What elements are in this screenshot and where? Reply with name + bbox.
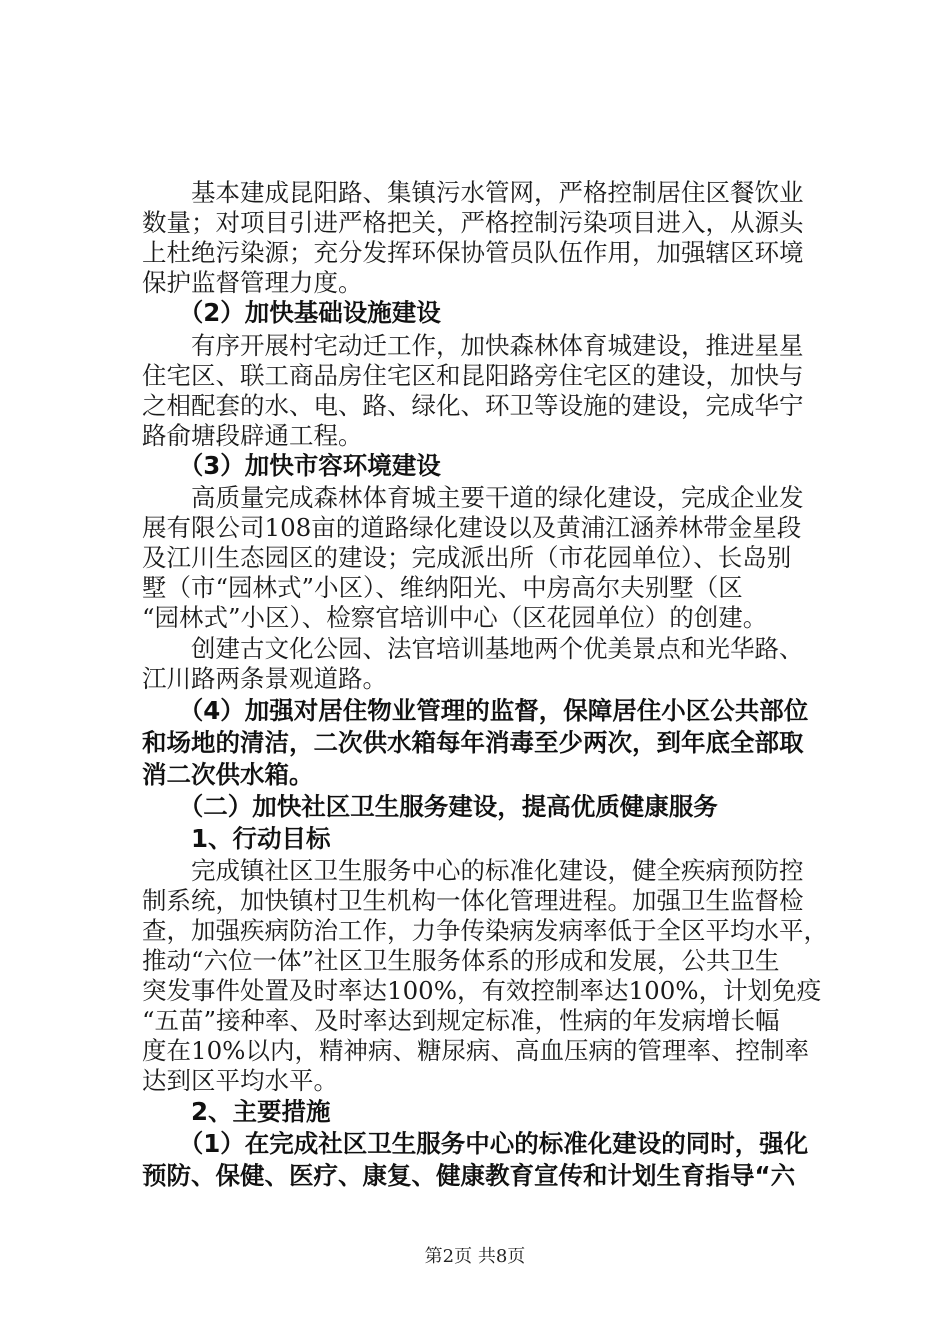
text-line: 创建古文化公园、法官培训基地两个优美景点和光华路、: [142, 634, 804, 663]
text-line: “园林式”小区）、检察官培训中心（区花园单位）的创建。: [142, 603, 768, 632]
section-heading: （二）加快社区卫生服务建设，提高优质健康服务: [142, 792, 718, 821]
page-footer: 第2页 共8页: [424, 1246, 526, 1267]
text-line: 突发事件处置及时率达100%，有效控制率达100%，计划免疫: [142, 976, 822, 1005]
text-line: 住宅区、联工商品房住宅区和昆阳路旁住宅区的建设，加快与: [142, 361, 804, 390]
text-line: 及江川生态园区的建设；完成派出所（市花园单位）、长岛别: [142, 543, 792, 572]
section-heading: （3）加快市容环境建设: [142, 451, 441, 480]
text-line: 有序开展村宅动迁工作，加快森林体育城建设，推进星星: [142, 331, 804, 360]
text-line: 上杜绝污染源；充分发挥环保协管员队伍作用，加强辖区环境: [142, 238, 804, 267]
text-line: 查，加强疾病防治工作，力争传染病发病率低于全区平均水平，: [142, 916, 828, 945]
text-line: 达到区平均水平。: [142, 1066, 338, 1095]
section-heading: （2）加快基础设施建设: [142, 298, 441, 327]
bold-paragraph-line: （4）加强对居住物业管理的监督，保障居住小区公共部位: [142, 696, 809, 725]
bold-paragraph-line: 预防、保健、医疗、康复、健康教育宣传和计划生育指导“六: [142, 1161, 796, 1190]
text-line: 保护监督管理力度。: [142, 268, 363, 297]
text-line: 展有限公司108亩的道路绿化建设以及黄浦江涵养林带金星段: [142, 513, 802, 542]
subsection-heading: 2、主要措施: [142, 1097, 331, 1126]
text-line: 路俞塘段辟通工程。: [142, 421, 363, 450]
text-line: 墅（市“园林式”小区）、维纳阳光、中房高尔夫别墅（区: [142, 573, 743, 602]
subsection-heading: 1、行动目标: [142, 824, 331, 853]
text-line: 数量；对项目引进严格把关，严格控制污染项目进入，从源头: [142, 208, 804, 237]
bold-paragraph-line: （1）在完成社区卫生服务中心的标准化建设的同时，强化: [142, 1129, 809, 1158]
text-line: 度在10%以内，精神病、糖尿病、高血压病的管理率、控制率: [142, 1036, 809, 1065]
bold-paragraph-line: 和场地的清洁，二次供水箱每年消毒至少两次，到年底全部取: [142, 728, 804, 757]
text-line: “五苗”接种率、及时率达到规定标准，性病的年发病增长幅: [142, 1006, 780, 1035]
text-line: 高质量完成森林体育城主要干道的绿化建设，完成企业发: [142, 483, 804, 512]
text-line: 推动“六位一体”社区卫生服务体系的形成和发展，公共卫生: [142, 946, 780, 975]
text-line: 基本建成昆阳路、集镇污水管网，严格控制居住区餐饮业: [142, 178, 804, 207]
text-line: 之相配套的水、电、路、绿化、环卫等设施的建设，完成华宁: [142, 391, 804, 420]
bold-paragraph-line: 消二次供水箱。: [142, 760, 314, 789]
text-line: 江川路两条景观道路。: [142, 664, 387, 693]
text-line: 完成镇社区卫生服务中心的标准化建设，健全疾病预防控: [142, 856, 804, 885]
text-line: 制系统，加快镇村卫生机构一体化管理进程。加强卫生监督检: [142, 886, 804, 915]
